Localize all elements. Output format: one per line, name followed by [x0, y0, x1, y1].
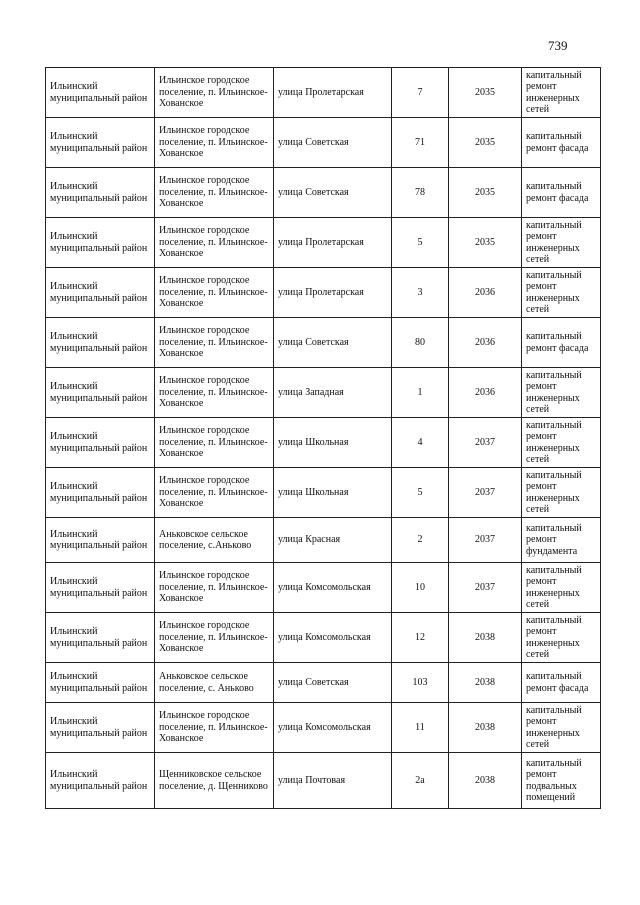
work-type-cell: капитальный ремонт инженерных сетей: [522, 613, 601, 663]
year-cell: 2035: [449, 168, 522, 218]
district-cell: Ильинский муниципальный район: [46, 118, 155, 168]
street-cell: улица Советская: [274, 663, 392, 703]
work-type-cell: капитальный ремонт инженерных сетей: [522, 468, 601, 518]
year-cell: 2037: [449, 563, 522, 613]
work-type-cell: капитальный ремонт инженерных сетей: [522, 418, 601, 468]
settlement-cell: Ильинское городское поселение, п. Ильинское-Хованское: [155, 468, 274, 518]
district-cell: Ильинский муниципальный район: [46, 468, 155, 518]
table-row: [46, 118, 601, 168]
table-row: [46, 613, 601, 663]
settlement-cell: Ильинское городское поселение, п. Ильинское-Хованское: [155, 613, 274, 663]
settlement-cell: Аньковское сельское поселение, с. Аньково: [155, 663, 274, 703]
year-cell: 2035: [449, 118, 522, 168]
year-cell: 2036: [449, 318, 522, 368]
house-number-cell: 78: [392, 168, 449, 218]
district-cell: Ильинский муниципальный район: [46, 68, 155, 118]
street-cell: улица Комсомольская: [274, 563, 392, 613]
year-cell: 2035: [449, 68, 522, 118]
repair-schedule-table: [45, 67, 601, 809]
settlement-cell: Ильинское городское поселение, п. Ильинское-Хованское: [155, 218, 274, 268]
year-cell: 2038: [449, 663, 522, 703]
house-number-cell: 10: [392, 563, 449, 613]
street-cell: улица Пролетарская: [274, 218, 392, 268]
work-type-cell: капитальный ремонт фундамента: [522, 518, 601, 563]
year-cell: 2038: [449, 613, 522, 663]
district-cell: Ильинский муниципальный район: [46, 418, 155, 468]
street-cell: улица Красная: [274, 518, 392, 563]
house-number-cell: 1: [392, 368, 449, 418]
table-row: [46, 168, 601, 218]
house-number-cell: 3: [392, 268, 449, 318]
work-type-cell: капитальный ремонт инженерных сетей: [522, 703, 601, 753]
table-row: [46, 418, 601, 468]
house-number-cell: 5: [392, 218, 449, 268]
settlement-cell: Ильинское городское поселение, п. Ильинское-Хованское: [155, 118, 274, 168]
settlement-cell: Ильинское городское поселение, п. Ильинское-Хованское: [155, 563, 274, 613]
year-cell: 2036: [449, 268, 522, 318]
house-number-cell: 80: [392, 318, 449, 368]
house-number-cell: 2: [392, 518, 449, 563]
work-type-cell: капитальный ремонт инженерных сетей: [522, 68, 601, 118]
street-cell: улица Пролетарская: [274, 268, 392, 318]
street-cell: улица Советская: [274, 118, 392, 168]
year-cell: 2035: [449, 218, 522, 268]
settlement-cell: Ильинское городское поселение, п. Ильинское-Хованское: [155, 168, 274, 218]
table-row: [46, 68, 601, 118]
district-cell: Ильинский муниципальный район: [46, 168, 155, 218]
settlement-cell: Щенниковское сельское поселение, д. Щенниково: [155, 753, 274, 809]
street-cell: улица Школьная: [274, 468, 392, 518]
district-cell: Ильинский муниципальный район: [46, 663, 155, 703]
street-cell: улица Советская: [274, 318, 392, 368]
district-cell: Ильинский муниципальный район: [46, 753, 155, 809]
district-cell: Ильинский муниципальный район: [46, 703, 155, 753]
district-cell: Ильинский муниципальный район: [46, 518, 155, 563]
table-row: [46, 563, 601, 613]
settlement-cell: Ильинское городское поселение, п. Ильинское-Хованское: [155, 418, 274, 468]
district-cell: Ильинский муниципальный район: [46, 268, 155, 318]
settlement-cell: Ильинское городское поселение, п. Ильинское-Хованское: [155, 268, 274, 318]
house-number-cell: 4: [392, 418, 449, 468]
table-body: [46, 68, 601, 809]
settlement-cell: Ильинское городское поселение, п. Ильинское-Хованское: [155, 318, 274, 368]
work-type-cell: капитальный ремонт фасада: [522, 118, 601, 168]
district-cell: Ильинский муниципальный район: [46, 318, 155, 368]
work-type-cell: капитальный ремонт фасада: [522, 318, 601, 368]
table-row: [46, 218, 601, 268]
year-cell: 2036: [449, 368, 522, 418]
work-type-cell: капитальный ремонт фасада: [522, 663, 601, 703]
table-row: [46, 318, 601, 368]
settlement-cell: Ильинское городское поселение, п. Ильинское-Хованское: [155, 68, 274, 118]
street-cell: улица Пролетарская: [274, 68, 392, 118]
work-type-cell: капитальный ремонт подвальных помещений: [522, 753, 601, 809]
street-cell: улица Советская: [274, 168, 392, 218]
house-number-cell: 71: [392, 118, 449, 168]
table-row: [46, 268, 601, 318]
year-cell: 2037: [449, 418, 522, 468]
house-number-cell: 12: [392, 613, 449, 663]
settlement-cell: Аньковское сельское поселение, с.Аньково: [155, 518, 274, 563]
year-cell: 2038: [449, 703, 522, 753]
table-row: [46, 518, 601, 563]
table-row: [46, 468, 601, 518]
table-row: [46, 663, 601, 703]
settlement-cell: Ильинское городское поселение, п. Ильинское-Хованское: [155, 703, 274, 753]
year-cell: 2037: [449, 468, 522, 518]
work-type-cell: капитальный ремонт инженерных сетей: [522, 268, 601, 318]
table-row: [46, 703, 601, 753]
settlement-cell: Ильинское городское поселение, п. Ильинское-Хованское: [155, 368, 274, 418]
house-number-cell: 103: [392, 663, 449, 703]
house-number-cell: 11: [392, 703, 449, 753]
work-type-cell: капитальный ремонт инженерных сетей: [522, 563, 601, 613]
house-number-cell: 2а: [392, 753, 449, 809]
table-row: [46, 368, 601, 418]
year-cell: 2037: [449, 518, 522, 563]
work-type-cell: капитальный ремонт инженерных сетей: [522, 368, 601, 418]
house-number-cell: 5: [392, 468, 449, 518]
street-cell: улица Западная: [274, 368, 392, 418]
work-type-cell: капитальный ремонт фасада: [522, 168, 601, 218]
work-type-cell: капитальный ремонт инженерных сетей: [522, 218, 601, 268]
district-cell: Ильинский муниципальный район: [46, 368, 155, 418]
table-row: [46, 753, 601, 809]
district-cell: Ильинский муниципальный район: [46, 613, 155, 663]
page-number: 739: [548, 38, 568, 53]
district-cell: Ильинский муниципальный район: [46, 218, 155, 268]
year-cell: 2038: [449, 753, 522, 809]
district-cell: Ильинский муниципальный район: [46, 563, 155, 613]
street-cell: улица Комсомольская: [274, 703, 392, 753]
street-cell: улица Почтовая: [274, 753, 392, 809]
house-number-cell: 7: [392, 68, 449, 118]
street-cell: улица Комсомольская: [274, 613, 392, 663]
street-cell: улица Школьная: [274, 418, 392, 468]
